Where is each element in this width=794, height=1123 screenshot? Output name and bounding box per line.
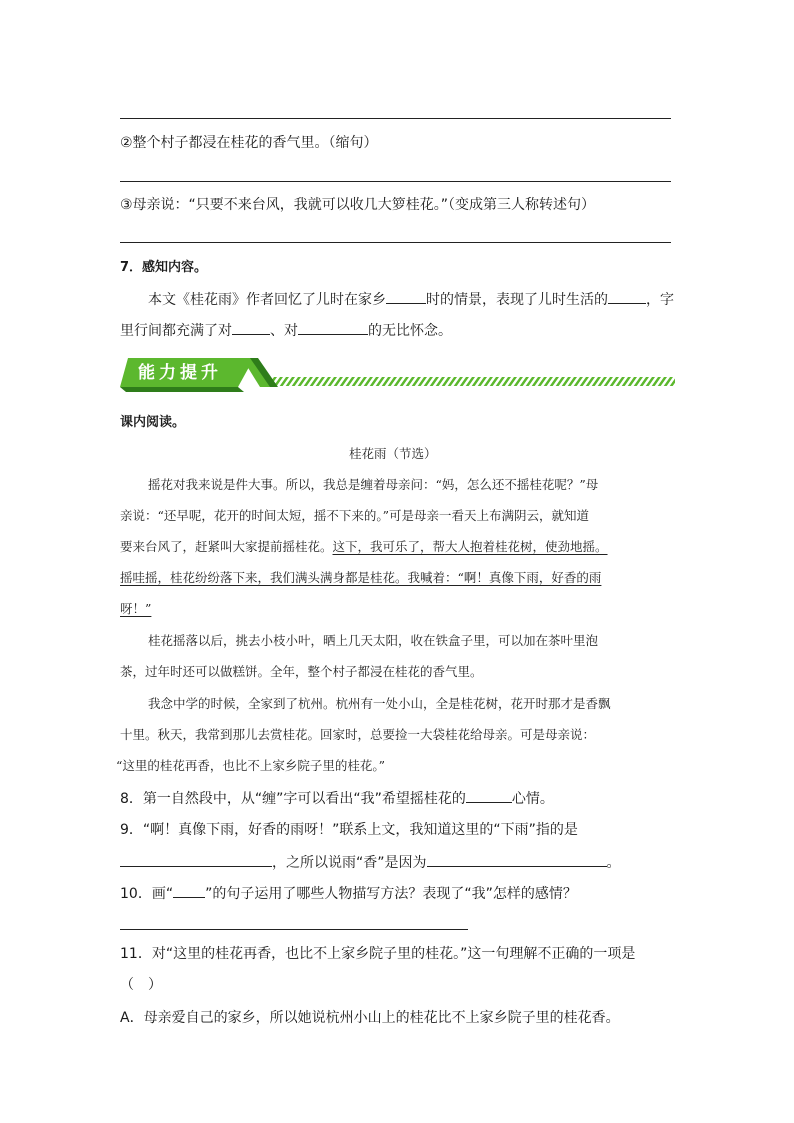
q7-part1: 本文《桂花雨》作者回忆了儿时在家乡: [148, 292, 386, 308]
q6-item-3: ③母亲说：“只要不来台风，我就可以收几大箩桂花。”（变成第三人称转述句）: [120, 197, 596, 213]
q8-blank[interactable]: [466, 788, 512, 803]
q11-text: 11．对“这里的桂花再香，也比不上家乡院子里的桂花。”这一句理解不正确的一项是: [120, 946, 636, 962]
q7-blank-4[interactable]: [298, 320, 368, 335]
q8: [120, 788, 554, 809]
q9-line-1: 9．“啊！真像下雨，好香的雨呀！”联系上文，我知道这里的“下雨”指的是: [120, 822, 578, 838]
passage-p1-line2: 亲说：“还早呢，花开的时间太短，摇不下来的。”可是母亲一看天上布满阴云，就知道: [120, 508, 590, 523]
q7-line-1: [148, 289, 674, 310]
answer-line-1: [120, 118, 671, 119]
q10: [120, 883, 577, 904]
passage-underlined-3: 呀！”: [120, 601, 152, 616]
q7-blank-1[interactable]: [386, 289, 426, 304]
banner-shadow: [120, 387, 244, 392]
q8-text-a: 8．第一自然段中，从“缠”字可以看出“我”希望摇桂花的: [120, 791, 466, 807]
q9-line-2: [120, 852, 621, 873]
q11-option-a: A．母亲爱自己的家乡，所以她说杭州小山上的桂花比不上家乡院子里的桂花香。: [120, 1010, 620, 1026]
q7-part5: 、对: [270, 323, 298, 339]
q9-blank-1[interactable]: [120, 852, 272, 867]
q7-title: 7．感知内容。: [120, 260, 208, 275]
q10-underline-sample: [173, 883, 205, 898]
q8-text-b: 心情。: [511, 791, 554, 807]
passage-underlined-2: 摇哇摇，桂花纷纷落下来，我们满头满身都是桂花。我喊着：“啊！真像下雨，好香的雨: [120, 570, 602, 585]
passage-p1-line3: [120, 537, 608, 557]
answer-line-2: [120, 181, 671, 182]
q7-blank-3[interactable]: [232, 320, 270, 335]
reading-heading: 课内阅读。: [120, 415, 186, 430]
passage-p1-line1: 摇花对我来说是件大事。所以，我总是缠着母亲问：“妈，怎么还不摇桂花呢？”母: [148, 477, 599, 492]
passage-p3-line1: 我念中学的时候，全家到了杭州。杭州有一处小山，全是桂花树，花开时那才是香飘: [148, 696, 611, 711]
passage-p1-line3-plain: 要来台风了，赶紧叫大家提前摇桂花。: [120, 539, 333, 554]
passage-p3-line3: “这里的桂花再香，也比不上家乡院子里的桂花。”: [116, 758, 386, 773]
q10-text-b: ”的句子运用了哪些人物描写方法？表现了“我”怎样的感情？: [205, 886, 577, 902]
section-banner: [120, 357, 675, 393]
q6-item-2: ②整个村子都浸在桂花的香气里。（缩句）: [120, 135, 378, 151]
q7-line-2: [120, 320, 452, 341]
q10-answer-line: [120, 929, 468, 930]
q7-part2: 时的情景，表现了儿时生活的: [426, 292, 608, 308]
passage-p2-line1: 桂花摇落以后，挑去小枝小叶，晒上几天太阳，收在铁盒子里，可以加在茶叶里泡: [148, 633, 599, 648]
q10-text-a: 10．画“: [120, 886, 174, 902]
q7-part3: ，字: [646, 292, 674, 308]
q9-mid: ，之所以说雨“香”是因为: [272, 855, 427, 871]
passage-title: 桂花雨（节选）: [349, 446, 437, 461]
banner-label: 能力提升: [138, 363, 222, 383]
q7-part6: 的无比怀念。: [368, 323, 452, 339]
answer-line-3: [120, 242, 671, 243]
q7-part4: 里行间都充满了对: [120, 323, 232, 339]
q11-paren: （ ）: [120, 977, 162, 993]
passage-p3-line2: 十里。秋天，我常到那儿去赏桂花。回家时，总要捡一大袋桂花给母亲。可是母亲说：: [120, 727, 596, 742]
q9-end: 。: [606, 855, 621, 871]
q9-blank-2[interactable]: [427, 852, 607, 867]
passage-p2-line2: 茶，过年时还可以做糕饼。全年，整个村子都浸在桂花的香气里。: [120, 664, 483, 679]
banner-stripe-bar: [270, 377, 675, 386]
q7-blank-2[interactable]: [608, 289, 646, 304]
passage-underlined-1: 这下，我可乐了，帮大人抱着桂花树，使劲地摇。: [332, 539, 608, 554]
